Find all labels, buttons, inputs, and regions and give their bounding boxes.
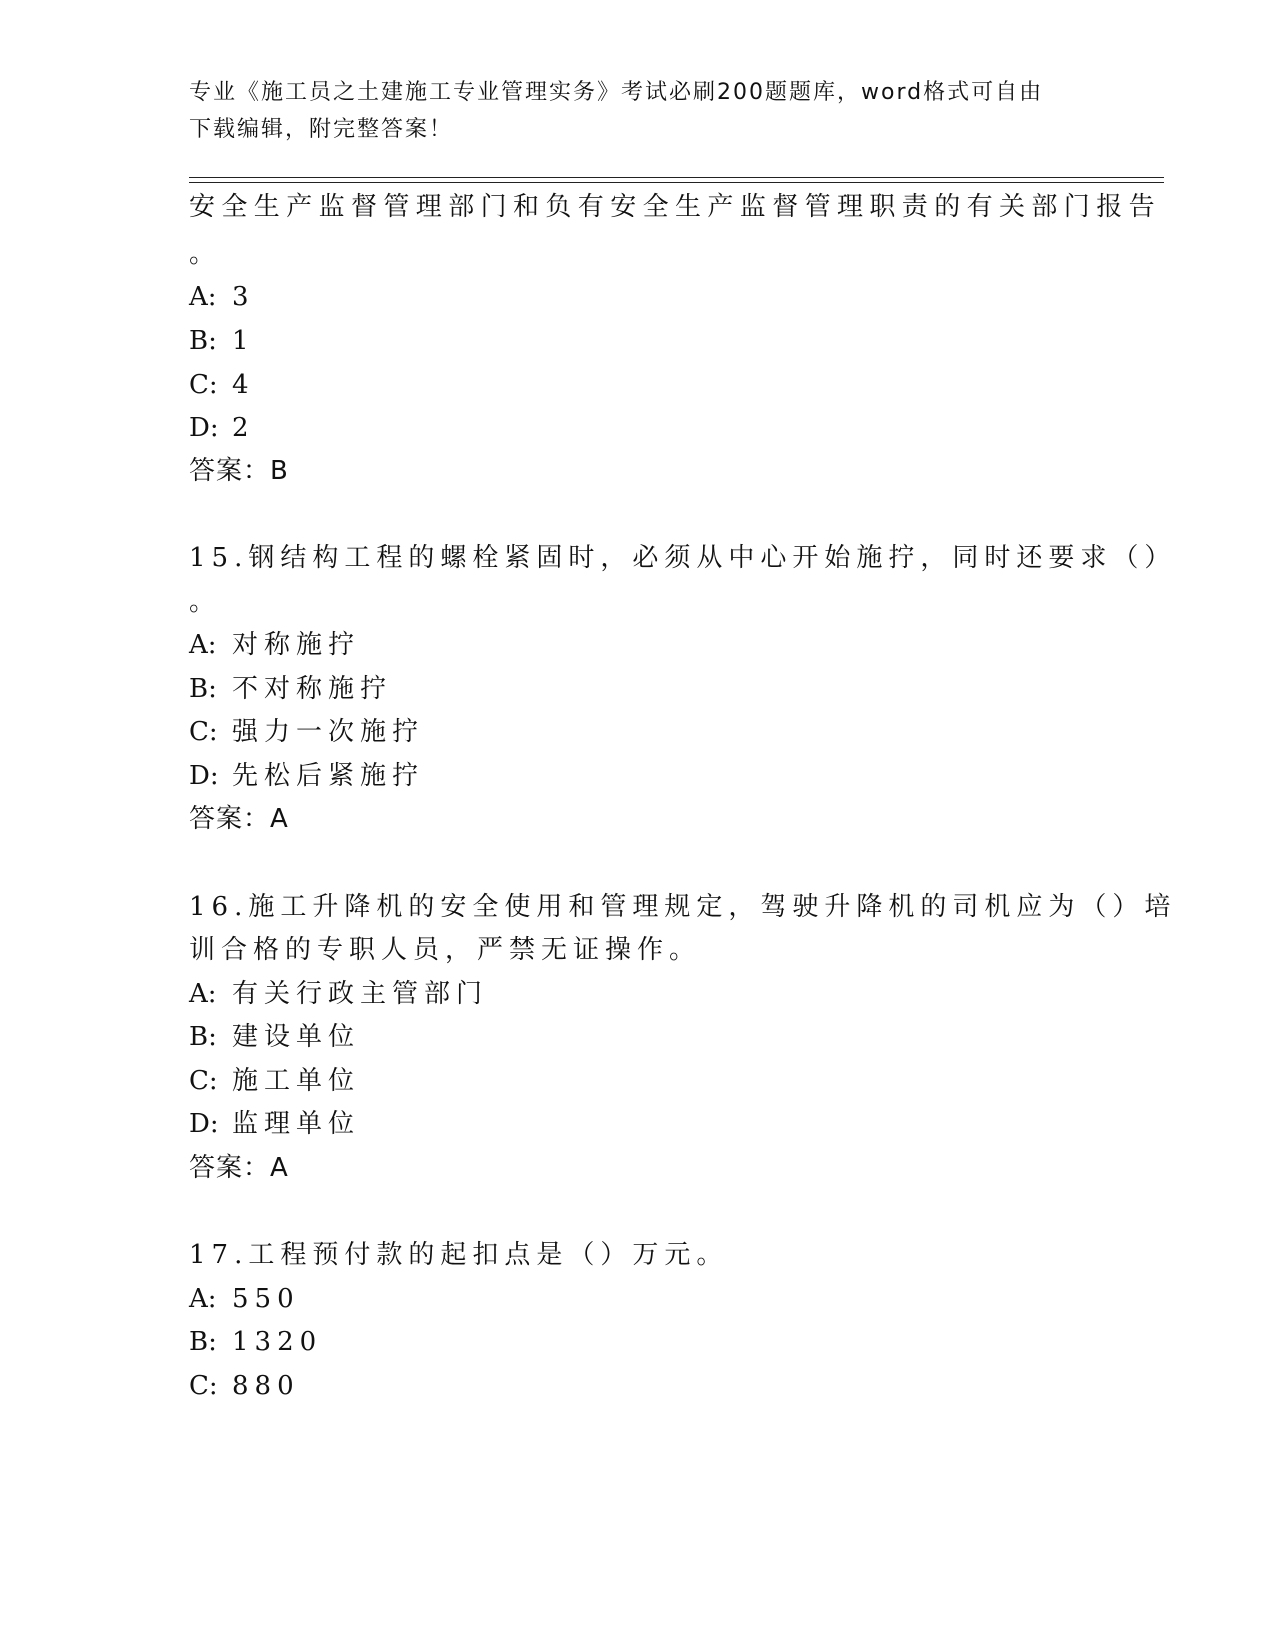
question-15-option-c (189, 716, 424, 748)
question-17-option-c (189, 1370, 300, 1402)
option-text: 有关行政主管部门 (232, 979, 489, 1009)
option-key: A: (189, 282, 217, 312)
question-16-text: 16.施工升降机的安全使用和管理规定，驾驶升降机的司机应为（）培 (189, 892, 1177, 922)
option-key: D: (189, 413, 219, 443)
question-14-answer: 答案：B (189, 456, 289, 486)
header-line-2: 下载编辑，附完整答案！ (189, 117, 454, 142)
question-14-text: 安全生产监督管理部门和负有安全生产监督管理职责的有关部门报告 (189, 192, 1162, 222)
question-17-option-a (189, 1283, 300, 1315)
question-15-answer: 答案：A (189, 804, 289, 834)
option-text: 先松后紧施拧 (232, 761, 425, 791)
option-text: 施工单位 (232, 1066, 361, 1096)
question-14-option-c (189, 369, 255, 401)
option-key: C: (189, 717, 218, 747)
question-16-option-b (189, 1021, 360, 1053)
option-key: D: (189, 761, 219, 791)
question-15-text: 15.钢结构工程的螺栓紧固时，必须从中心开始施拧，同时还要求（） (189, 543, 1177, 573)
document-header (189, 74, 1089, 148)
option-text: 2 (232, 413, 255, 443)
header-divider-top (189, 177, 1164, 178)
question-14-option-b (189, 325, 255, 357)
option-key: B: (189, 674, 217, 704)
option-text: 建设单位 (232, 1022, 361, 1052)
option-text: 监理单位 (232, 1109, 361, 1139)
header-line-1: 专业《施工员之土建施工专业管理实务》考试必刷200题题库，word格式可自由 (189, 80, 1044, 105)
question-15-option-b (189, 673, 392, 705)
question-14-option-d (189, 412, 255, 444)
option-key: A: (189, 1284, 217, 1314)
question-17-text: 17.工程预付款的起扣点是（）万元。 (189, 1240, 729, 1270)
option-key: C: (189, 1066, 218, 1096)
option-key: D: (189, 1109, 219, 1139)
option-key: C: (189, 370, 218, 400)
question-16-text-end: 训合格的专职人员，严禁无证操作。 (189, 935, 702, 965)
option-text: 对称施拧 (232, 630, 361, 660)
option-text: 不对称施拧 (232, 674, 393, 704)
question-16-option-a (189, 978, 488, 1010)
option-text: 550 (232, 1284, 300, 1314)
option-text: 4 (232, 370, 255, 400)
option-key: C: (189, 1371, 218, 1401)
option-key: B: (189, 1022, 217, 1052)
question-14-option-a (189, 281, 255, 313)
question-15-text-end: 。 (189, 587, 222, 617)
question-15-option-a (189, 629, 360, 661)
question-16-answer: 答案：A (189, 1153, 289, 1183)
option-key: B: (189, 326, 217, 356)
question-16-option-c (189, 1065, 360, 1097)
option-key: A: (189, 630, 217, 660)
option-key: A: (189, 979, 217, 1009)
question-16-option-d (189, 1108, 360, 1140)
option-text: 强力一次施拧 (232, 717, 425, 747)
header-divider-bottom (189, 182, 1164, 183)
question-14-text-end: 。 (189, 239, 222, 269)
option-text: 880 (232, 1371, 300, 1401)
question-15-option-d (189, 760, 424, 792)
option-key: B: (189, 1327, 217, 1357)
option-text: 1320 (232, 1327, 323, 1357)
option-text: 3 (232, 282, 255, 312)
question-17-option-b (189, 1326, 322, 1358)
option-text: 1 (232, 326, 255, 356)
